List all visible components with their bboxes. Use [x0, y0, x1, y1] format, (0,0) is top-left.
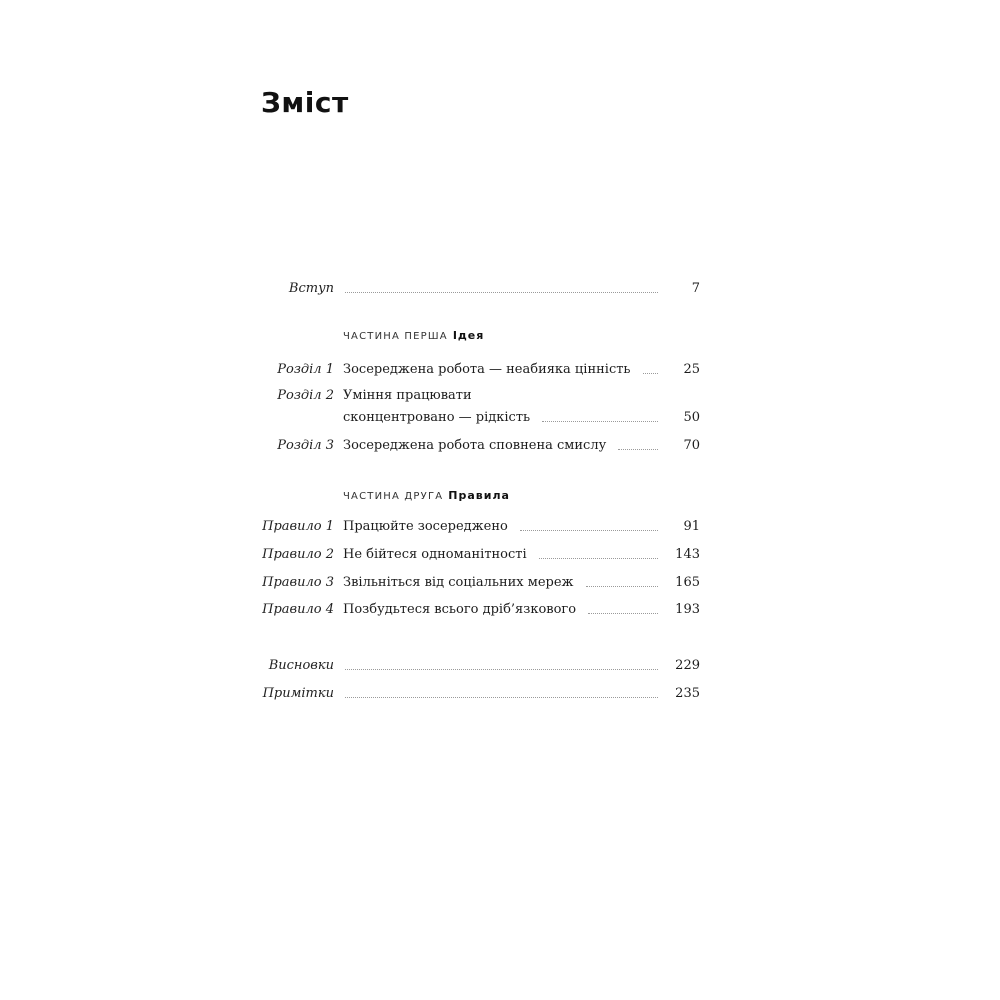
toc-entry-rule-2[interactable]	[0, 546, 1000, 570]
toc-entry-chapter-1[interactable]	[0, 361, 1000, 385]
part-heading-2	[343, 488, 510, 505]
toc-entry-label: Розділ 1	[277, 362, 334, 377]
dot-leader	[643, 373, 659, 374]
toc-entry-rule-3[interactable]	[0, 574, 1000, 598]
part-prefix: ЧАСТИНА ПЕРША	[343, 331, 448, 342]
dot-leader	[539, 558, 658, 559]
toc-entry-notes[interactable]	[0, 685, 1000, 709]
toc-entry-label: Вступ	[288, 281, 334, 296]
part-heading-1	[343, 328, 484, 345]
toc-page-number: 193	[675, 602, 700, 617]
toc-entry-label: Розділ 3	[277, 438, 334, 453]
toc-entry-label: Висновки	[268, 658, 334, 673]
toc-page-number: 91	[683, 519, 700, 534]
toc-entry-title-line-1: Уміння працювати	[343, 388, 472, 403]
toc-entry-label: Правило 2	[262, 547, 334, 562]
toc-entry-title	[343, 387, 530, 427]
part-prefix: ЧАСТИНА ДРУГА	[343, 491, 444, 502]
part-name: Правила	[448, 489, 510, 502]
dot-leader	[618, 449, 658, 450]
toc-page-number: 50	[683, 410, 700, 425]
toc-entry-title: Звільніться від соціальних мереж	[343, 575, 574, 590]
dot-leader	[586, 586, 658, 587]
toc-entry-title: Зосереджена робота сповнена смислу	[343, 438, 607, 453]
dot-leader	[345, 669, 658, 670]
toc-entry-title-line-2: сконцентровано — рідкість	[343, 410, 531, 425]
toc-page-number: 235	[675, 686, 700, 701]
toc-entry-label: Правило 3	[262, 575, 334, 590]
toc-entry-rule-4[interactable]	[0, 601, 1000, 625]
toc-entry-intro[interactable]	[0, 280, 1000, 304]
toc-page-number: 25	[683, 362, 700, 377]
toc-entry-conclusion[interactable]	[0, 657, 1000, 681]
toc-entry-title: Позбудьтеся всього дріб’язкового	[343, 602, 577, 617]
part-name: Ідея	[452, 329, 485, 342]
dot-leader	[542, 421, 658, 422]
toc-entry-title: Працюйте зосереджено	[343, 519, 508, 534]
toc-entry-label: Примітки	[262, 686, 334, 701]
toc-entry-label: Правило 4	[262, 602, 334, 617]
toc-entry-label: Правило 1	[262, 519, 334, 534]
toc-entry-label: Розділ 2	[277, 388, 334, 403]
toc-entry-chapter-3[interactable]	[0, 437, 1000, 461]
toc-page-number: 7	[691, 281, 700, 296]
toc-entry-chapter-2[interactable]	[0, 387, 1000, 433]
dot-leader	[588, 613, 658, 614]
dot-leader	[345, 697, 658, 698]
page-title: Зміст	[261, 86, 349, 119]
toc-page-number: 229	[675, 658, 700, 673]
dot-leader	[520, 530, 658, 531]
dot-leader	[345, 292, 658, 293]
toc-entry-title: Зосереджена робота — неабияка цінність	[343, 362, 631, 377]
toc-page-number: 165	[675, 575, 700, 590]
toc-page-number: 143	[675, 547, 700, 562]
toc-entry-title: Не бійтеся одноманітності	[343, 547, 527, 562]
toc-entry-rule-1[interactable]	[0, 518, 1000, 542]
toc-page-number: 70	[683, 438, 700, 453]
